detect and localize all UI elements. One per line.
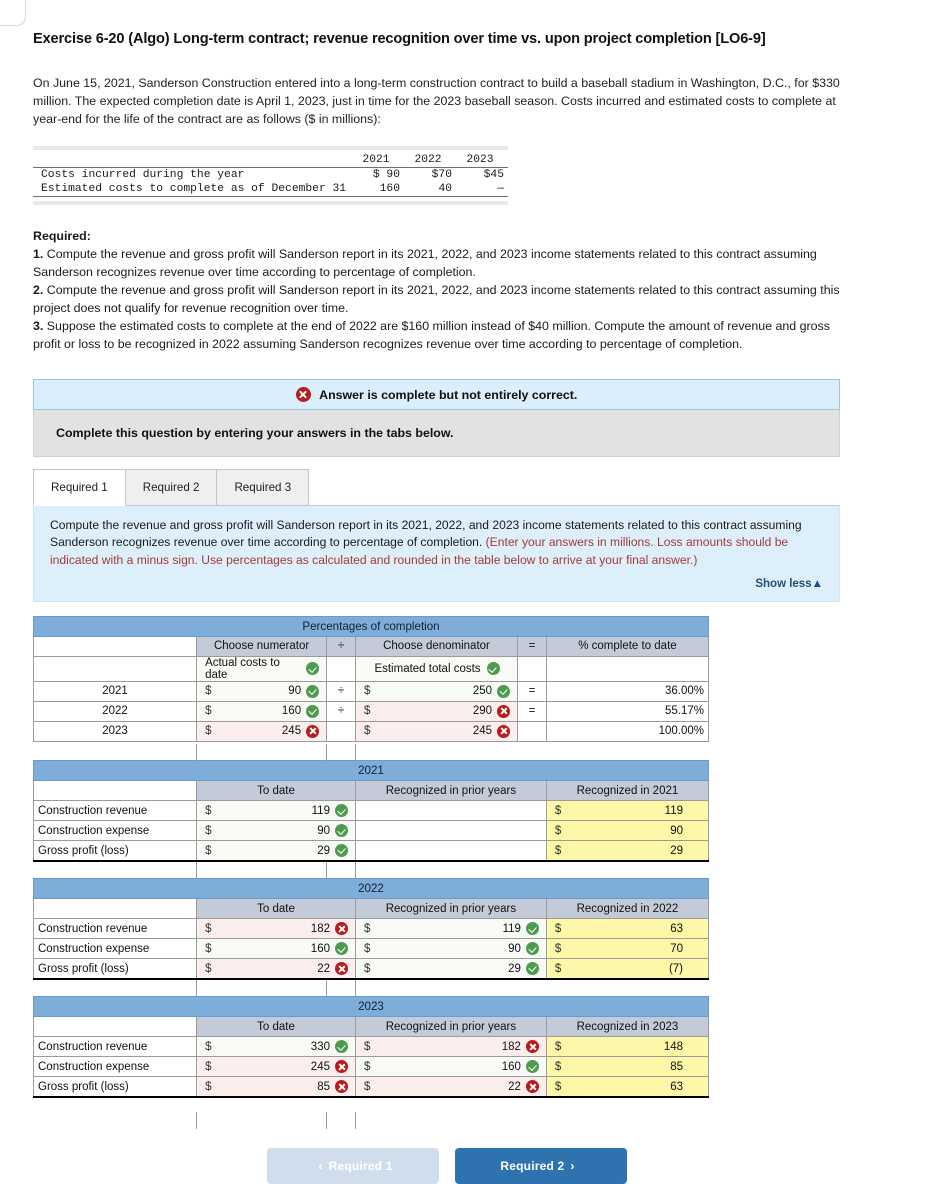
status-alert-banner <box>33 379 840 410</box>
to-date-header: To date <box>197 1017 356 1037</box>
incorrect-x-icon <box>497 725 510 738</box>
costs-col-header: 2021 <box>352 153 404 168</box>
spacer-cell <box>197 862 327 879</box>
instruction-subbar: Complete this question by entering your answers in the tabs below. <box>33 410 840 457</box>
numerator-input-2021[interactable] <box>197 681 327 701</box>
cell-value: 90 <box>288 685 302 698</box>
prior-years-empty[interactable] <box>355 801 546 821</box>
cell-value: 90 <box>670 824 683 837</box>
cell-value: 85 <box>670 1060 683 1073</box>
to-date-input[interactable] <box>197 939 356 959</box>
page-title: Exercise 6-20 (Algo) Long-term contract; revenue recognition over time vs. upon project completion [LO6-9] <box>33 31 766 47</box>
equals-operator <box>518 721 547 741</box>
spacer-cell <box>327 744 356 761</box>
currency-symbol: $ <box>205 685 212 698</box>
cell-value: 70 <box>670 942 683 955</box>
tab-required-2[interactable] <box>125 469 218 506</box>
answer-row-label: Construction expense <box>34 1057 197 1077</box>
denominator-input-2023[interactable] <box>355 721 517 741</box>
currency-symbol: $ <box>205 844 212 857</box>
answer-row-label: Construction revenue <box>34 801 197 821</box>
to-date-input[interactable] <box>197 801 356 821</box>
costs-row-label: Costs incurred during the year <box>41 169 245 182</box>
currency-symbol: $ <box>363 725 371 738</box>
answer-row <box>34 919 709 939</box>
incorrect-x-icon <box>335 922 348 935</box>
numerator-select[interactable] <box>197 656 327 681</box>
incorrect-x-icon <box>497 705 510 718</box>
costs-cell: 160 <box>379 183 400 196</box>
spacer-cell <box>197 744 327 761</box>
costs-row <box>33 182 508 197</box>
divide-op-blank <box>327 656 356 681</box>
cell-value: 160 <box>310 942 330 955</box>
correct-check-icon <box>526 922 539 935</box>
recognized-value <box>546 1077 708 1097</box>
year-table-2022 <box>33 862 709 980</box>
wizard-navigation <box>33 1148 840 1184</box>
costs-cell: — <box>497 183 504 196</box>
divide-header: ÷ <box>327 636 356 656</box>
cell-value: 182 <box>310 922 330 935</box>
spacer-cell <box>196 1112 326 1129</box>
currency-symbol: $ <box>363 962 371 975</box>
pct-row-2022 <box>34 701 709 721</box>
cell-value: 160 <box>501 1060 521 1073</box>
currency-symbol: $ <box>554 1040 562 1053</box>
table-spacer-row <box>34 862 709 879</box>
denominator-select[interactable] <box>355 656 517 681</box>
cell-value: 182 <box>501 1040 521 1053</box>
cell-value: 245 <box>310 1060 330 1073</box>
correct-check-icon <box>306 705 319 718</box>
pct-complete-value-2023: 100.00% <box>546 721 708 741</box>
to-date-input[interactable] <box>197 919 356 939</box>
prior-years-header: Recognized in prior years <box>355 781 546 801</box>
cell-value: 90 <box>317 824 330 837</box>
incorrect-x-icon <box>335 1060 348 1073</box>
cell-value: 290 <box>472 705 493 718</box>
currency-symbol: $ <box>554 844 562 857</box>
required-item <box>33 281 840 317</box>
picker-label: Estimated total costs <box>374 662 481 675</box>
currency-symbol: $ <box>554 922 562 935</box>
recognized-value <box>546 939 708 959</box>
year-corner-cell <box>34 781 197 801</box>
picker-label: Actual costs to date <box>205 656 280 681</box>
costs-col-header: 2022 <box>404 153 456 168</box>
numerator-input-2022[interactable] <box>197 701 327 721</box>
tab-required-1[interactable] <box>33 469 126 506</box>
costs-cell: $ 90 <box>372 169 400 182</box>
costs-summary-table <box>33 146 508 205</box>
equals-header: = <box>518 636 547 656</box>
prior-years-empty[interactable] <box>355 821 546 841</box>
pct-corner-cell <box>34 636 197 656</box>
correct-check-icon <box>335 804 348 817</box>
answer-row <box>34 959 709 979</box>
correct-check-icon <box>526 942 539 955</box>
year-band-title: 2021 <box>34 761 709 781</box>
recognized-value <box>546 919 708 939</box>
divide-operator: ÷ <box>327 701 356 721</box>
pct-result-header: % complete to date <box>546 636 708 656</box>
next-requirement-button[interactable] <box>455 1148 627 1184</box>
answer-row <box>34 1037 709 1057</box>
currency-symbol: $ <box>205 922 212 935</box>
to-date-input[interactable] <box>197 1077 356 1097</box>
cell-value: 119 <box>502 922 521 935</box>
spacer-cell <box>197 980 327 997</box>
show-less-toggle[interactable] <box>50 569 823 593</box>
spacer-cell <box>327 1112 356 1129</box>
alert-message: Answer is complete but not entirely correct. <box>319 388 578 403</box>
answer-row <box>34 1057 709 1077</box>
currency-symbol: $ <box>554 1080 562 1093</box>
table-spacer-row <box>34 980 709 997</box>
recognized-value <box>546 821 708 841</box>
required-item-text: Compute the revenue and gross profit will Sanderson report in its 2021, 2022, and 2023 income statements related to this contract assuming Sanderson recognizes revenue over time according to percentage of completion. <box>33 246 817 279</box>
next-button-label: Required 2 <box>500 1158 565 1173</box>
currency-symbol: $ <box>554 962 562 975</box>
currency-symbol: $ <box>554 824 562 837</box>
cell-value: 29 <box>508 962 521 975</box>
equals-operator: = <box>518 681 547 701</box>
chevron-left-icon: ‹ <box>318 1158 323 1173</box>
pct-year-label: 2021 <box>34 681 197 701</box>
instruction-text-black: Compute the revenue and gross profit will Sanderson report in its 2021, 2022, and 2023 income statements related to this contract assuming Sanderson recognizes revenue over time according to percentage of completion. <box>50 518 802 550</box>
error-circle-icon <box>296 387 311 402</box>
instruction-panel <box>33 505 840 602</box>
recognized-header: Recognized in 2022 <box>546 899 708 919</box>
to-date-input[interactable] <box>197 959 356 979</box>
to-date-header: To date <box>197 781 356 801</box>
currency-symbol: $ <box>205 1080 212 1093</box>
answer-row-label: Construction revenue <box>34 1037 197 1057</box>
correct-check-icon <box>335 942 348 955</box>
required-item <box>33 317 840 353</box>
recognized-value <box>546 801 708 821</box>
pct-complete-value-2021: 36.00% <box>546 681 708 701</box>
answer-row <box>34 801 709 821</box>
year-band-title: 2022 <box>34 879 709 899</box>
tab-label: Required 2 <box>142 481 200 495</box>
cell-value: 250 <box>472 685 493 698</box>
prior-years-input[interactable] <box>355 1037 546 1057</box>
percentages-of-completion-table <box>33 616 709 742</box>
instruction-text-red: (Enter your answers in millions. Loss amounts should be indicated with a minus sign. Use percentages as calculated and rounded in the table below to arrive at your final answer.) <box>50 535 789 567</box>
answer-row <box>34 1077 709 1097</box>
required-item-number: 1. <box>33 246 44 261</box>
prior-years-input[interactable] <box>355 959 546 979</box>
pct-result-blank <box>546 656 708 681</box>
chevron-up-icon: ▲ <box>811 578 823 591</box>
cell-value: 245 <box>281 725 302 738</box>
currency-symbol: $ <box>554 804 562 817</box>
spacer-cell <box>327 980 356 997</box>
currency-symbol: $ <box>363 922 371 935</box>
pct-year-label: 2023 <box>34 721 197 741</box>
cell-value: 148 <box>663 1040 683 1053</box>
equals-op-blank <box>518 656 547 681</box>
currency-symbol: $ <box>205 824 212 837</box>
recognized-value <box>546 1037 708 1057</box>
pct-row-2023 <box>34 721 709 741</box>
to-date-input[interactable] <box>197 821 356 841</box>
previous-requirement-button[interactable] <box>267 1148 439 1184</box>
cell-value: 63 <box>670 922 683 935</box>
table-spacer-row <box>34 744 709 761</box>
year-band-title: 2023 <box>34 997 709 1017</box>
requirement-tabs <box>33 469 840 506</box>
costs-cell: $45 <box>483 169 504 182</box>
correct-check-icon <box>306 685 319 698</box>
required-item-number: 3. <box>33 319 44 334</box>
required-section <box>33 227 840 354</box>
required-item-text: Suppose the estimated costs to complete at the end of 2022 are $160 million instead of $40 million. Compute the amount of revenue and gross profit or loss to be recognized in 2022 assuming Sanderson recognizes revenue over time according to percentage of completion. <box>33 319 830 352</box>
to-date-input[interactable] <box>197 1037 356 1057</box>
correct-check-icon <box>335 1040 348 1053</box>
show-less-label: Show less <box>755 578 812 591</box>
currency-symbol: $ <box>205 1040 212 1053</box>
cell-value: 85 <box>317 1080 330 1093</box>
currency-symbol: $ <box>363 685 371 698</box>
answer-row <box>34 841 709 861</box>
currency-symbol: $ <box>363 1040 371 1053</box>
currency-symbol: $ <box>205 962 212 975</box>
currency-symbol: $ <box>363 705 371 718</box>
answer-row-label: Construction expense <box>34 939 197 959</box>
equals-operator: = <box>518 701 547 721</box>
denominator-input-2022[interactable] <box>355 701 517 721</box>
required-item-number: 2. <box>33 283 44 297</box>
pct-complete-value-2022: 55.17% <box>546 701 708 721</box>
incorrect-x-icon <box>306 725 319 738</box>
costs-cell: $70 <box>431 169 452 182</box>
required-heading: Required: <box>33 228 91 243</box>
cell-value: 22 <box>508 1080 521 1093</box>
costs-cell: 40 <box>438 183 452 196</box>
currency-symbol: $ <box>554 942 562 955</box>
to-date-input[interactable] <box>197 841 356 861</box>
recognized-value <box>546 841 708 861</box>
answer-row-label: Gross profit (loss) <box>34 959 197 979</box>
incorrect-x-icon <box>335 962 348 975</box>
recognized-value <box>546 1057 708 1077</box>
denominator-header: Choose denominator <box>355 636 517 656</box>
cell-value: 63 <box>670 1080 683 1093</box>
table-spacer-row <box>33 1112 709 1129</box>
answer-row <box>34 821 709 841</box>
currency-symbol: $ <box>363 1060 371 1073</box>
required-item <box>33 245 840 281</box>
costs-row <box>33 168 508 183</box>
tab-required-3[interactable] <box>216 469 309 506</box>
divide-operator <box>327 721 356 741</box>
prior-years-empty[interactable] <box>355 841 546 861</box>
recognized-header: Recognized in 2021 <box>546 781 708 801</box>
incorrect-x-icon <box>526 1080 539 1093</box>
prior-years-input[interactable] <box>355 919 546 939</box>
cell-value: 245 <box>472 725 493 738</box>
correct-check-icon <box>335 844 348 857</box>
year-corner-cell <box>34 1017 197 1037</box>
year-corner-cell <box>34 899 197 919</box>
cell-value: 90 <box>508 942 521 955</box>
numerator-input-2023[interactable] <box>197 721 327 741</box>
costs-corner-cell <box>33 153 352 168</box>
cell-value: 119 <box>311 804 330 817</box>
numerator-header: Choose numerator <box>197 636 327 656</box>
prior-years-header: Recognized in prior years <box>355 1017 546 1037</box>
correct-check-icon <box>526 962 539 975</box>
currency-symbol: $ <box>205 804 212 817</box>
answer-row-label: Gross profit (loss) <box>34 841 197 861</box>
prior-years-input[interactable] <box>355 1077 546 1097</box>
cell-value: 29 <box>317 844 330 857</box>
percentages-band-title: Percentages of completion <box>34 616 709 636</box>
currency-symbol: $ <box>363 942 371 955</box>
currency-symbol: $ <box>205 942 212 955</box>
costs-row-label: Estimated costs to complete as of December 31 <box>41 183 347 196</box>
cell-value: 119 <box>664 804 683 817</box>
previous-button-label: Required 1 <box>328 1158 393 1173</box>
correct-check-icon <box>335 824 348 837</box>
prior-years-header: Recognized in prior years <box>355 899 546 919</box>
currency-symbol: $ <box>554 1060 562 1073</box>
currency-symbol: $ <box>363 1080 371 1093</box>
recognized-header: Recognized in 2023 <box>546 1017 708 1037</box>
trailing-spacer-table <box>33 1112 709 1129</box>
pct-blank-cell <box>34 656 197 681</box>
correct-check-icon <box>487 662 500 675</box>
cell-value: (7) <box>668 962 683 975</box>
answer-row-label: Construction revenue <box>34 919 197 939</box>
cell-value: 160 <box>281 705 302 718</box>
answer-row-label: Construction expense <box>34 821 197 841</box>
cell-value: 330 <box>310 1040 330 1053</box>
pct-year-label: 2022 <box>34 701 197 721</box>
pct-row-2021 <box>34 681 709 701</box>
to-date-input[interactable] <box>197 1057 356 1077</box>
denominator-input-2021[interactable] <box>355 681 517 701</box>
tab-label: Required 3 <box>234 481 292 495</box>
answer-row-label: Gross profit (loss) <box>34 1077 197 1097</box>
spacer-cell <box>327 862 356 879</box>
formula-picker-row <box>34 656 709 681</box>
chevron-right-icon: › <box>570 1158 575 1173</box>
correct-check-icon <box>306 662 319 675</box>
currency-symbol: $ <box>205 705 212 718</box>
correct-check-icon <box>526 1060 539 1073</box>
currency-symbol: $ <box>205 725 212 738</box>
exercise-intro-text: On June 15, 2021, Sanderson Construction entered into a long-term construction contract to build a baseball stadium in Washington, D.C., for $330 million. The expected completion date is April 1, 2023, just in time for the 2023 baseball season. Costs incurred and estimated costs to complete at year-end for the life of the contract are as follows ($ in millions): <box>33 75 840 127</box>
year-table-2021 <box>33 744 709 862</box>
prior-years-input[interactable] <box>355 939 546 959</box>
answer-row <box>34 939 709 959</box>
costs-col-header: 2023 <box>456 153 508 168</box>
recognized-value <box>546 959 708 979</box>
tab-label: Required 1 <box>51 481 108 495</box>
incorrect-x-icon <box>335 1080 348 1093</box>
incorrect-x-icon <box>526 1040 539 1053</box>
correct-check-icon <box>497 685 510 698</box>
cell-value: 22 <box>317 962 330 975</box>
to-date-header: To date <box>197 899 356 919</box>
required-item-text: Compute the revenue and gross profit will Sanderson report in its 2021, 2022, and 2023 income statements related to this contract assuming this project does not qualify for revenue recognition over time. <box>33 283 840 316</box>
currency-symbol: $ <box>205 1060 212 1073</box>
divide-operator: ÷ <box>327 681 356 701</box>
prior-years-input[interactable] <box>355 1057 546 1077</box>
year-table-2023 <box>33 980 709 1098</box>
cell-value: 29 <box>670 844 683 857</box>
